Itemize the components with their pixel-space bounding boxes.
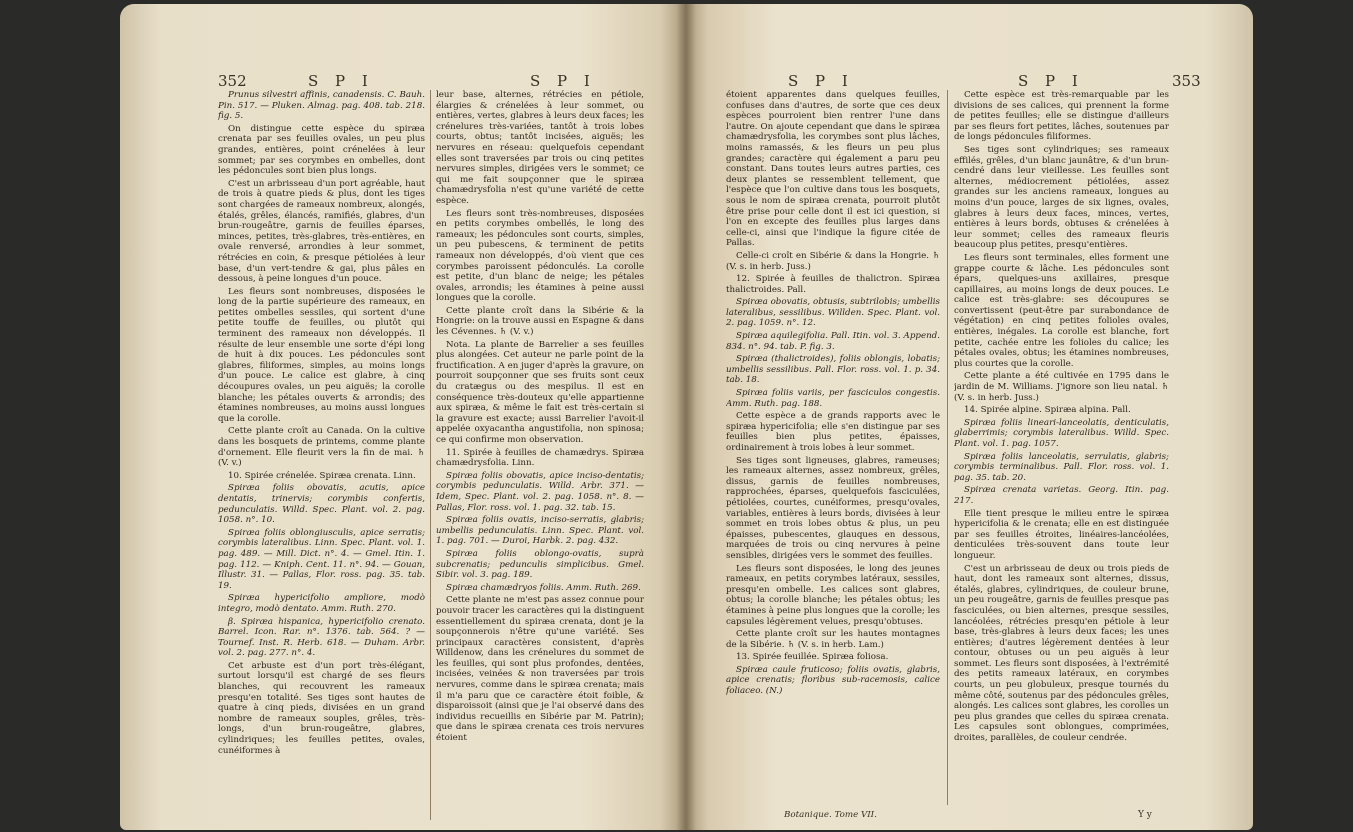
left-page: [120, 4, 686, 830]
paragraph: Celle-ci croît en Sibérie & dans la Hongrie. ♄ (V. s. in herb. Juss.): [726, 250, 940, 272]
synonym-entry: β. Spiræa hispanica, hypericifolio crenato. Barrel. Icon. Rar. n°. 1376. tab. 564. ? — Tournef. Inst. R. Herb. 618. — Duham. Arbr. vol. 2. pag. 277. n°. 4.: [218, 616, 425, 659]
paragraph: Elle tient presque le milieu entre le spiræa hypericifolia & le crenata; elle en est distinguée par ses feuilles étroites, linéaires-lancéolées, denticulées très-souvent dans toute leur longueur.: [954, 508, 1169, 561]
right-header-center: S P I: [788, 72, 854, 90]
synonym-entry: Spiræa foliis lineari-lanceolatis, denticulatis, glaberrimis; corymbis lateralibus. Willd. Spec. Plant. vol. 1. pag. 1057.: [954, 417, 1169, 449]
right-column-1: [726, 90, 940, 805]
page-footer: Botanique. Tome VII.: [784, 810, 877, 820]
synonym-entry: Spiræa foliis variis, per fasciculos congestis. Amm. Ruth. pag. 188.: [726, 388, 940, 409]
left-header-right: S P I: [530, 72, 596, 90]
open-book: [120, 4, 1253, 830]
synonym-entry: Spiræa foliis oblongo-ovatis, suprà subcrenatis; pedunculis simplicibus. Gmel. Sibir. vol. 3. pag. 189.: [436, 548, 644, 581]
paragraph: Les fleurs sont très-nombreuses, disposées en petits corymbes ombellés, le long des rameaux; les pédoncules sont courts, simples, un peu pubescens, & terminent de petits rameaux non développés, d'où vient que ces corymbes paroissent pédonculés. La corolle est petite, d'un blanc de neige; les pétales ovales, arrondis; les étamines à peine aussi longues que la corolle.: [436, 208, 644, 304]
paragraph: C'est un arbrisseau d'un port agréable, haut de trois à quatre pieds & plus, dont les tiges sont chargées de rameaux nombreux, alongés, étalés, grêles, élancés, ramifiés, glabres, d'un brun-rougeâtre, garnis de feuilles éparses, minces, petites, très-glabres, très-entières, en ovale renversé, arrondies à leur sommet, rétrécies en coin, & presque pétiolées à leur base, d'un vert-tendre & gai, plus pâles en dessous, à peine longues d'un pouce.: [218, 178, 425, 285]
synonym-entry: Spiræa aquilegifolia. Pall. Itin. vol. 3. Append. 834. n°. 94. tab. P. fig. 3.: [726, 331, 940, 352]
species-heading: 13. Spirée feuillée. Spiræa foliosa.: [736, 652, 889, 663]
right-header-right: S P I: [1018, 72, 1084, 90]
synonym-entry: Spiræa (thalictroides), foliis oblongis, lobatis; umbellis sessilibus. Pall. Flor. ross. vol. 1. p. 34. tab. 18.: [726, 354, 940, 386]
synonym-entry: Spiræa foliis oblongiusculis, apice serratis; corymbis lateralibus. Linn. Spec. Plant. vol. 1. pag. 489. — Mill. Dict. n°. 4. — Gmel. Itin. 1. pag. 112. — Kniph. Cent. 11. n°. 94. — Gouan, Illustr. 31. — Pallas, Flor. ross. pag. 35. tab. 19.: [218, 527, 425, 591]
left-page-number: 352: [218, 72, 247, 90]
paragraph: C'est un arbrisseau de deux ou trois pieds de haut, dont les rameaux sont alternes, dissus, étalés, glabres, cylindriques, de couleur brune, un peu rougeâtre, garnis de feuilles presque pas fasciculées, ou bien alternes, presque sessiles, lancéolées, rétrécies presqu'en pétiole à leur base, très-glabres à leurs deux faces; les unes entières; d'autres légèrement dentées à leur contour, obtuses ou un peu aiguës à leur sommet. Les fleurs sont disposées, à l'extrémité des petits rameaux latéraux, en corymbes courts, un peu globuleux, presque tournés du même côté, soutenus par des pédoncules grêles, alongés. Les calices sont glabres, les corolles un peu plus grandes que celles du spiræa crenata. Les capsules sont oblongues, comprimées, droites, parallèles, de couleur cendrée.: [954, 563, 1169, 744]
species-heading: 14. Spirée alpine. Spiræa alpina. Pall.: [964, 405, 1131, 416]
left-header-center: S P I: [308, 72, 374, 90]
paragraph: leur base, alternes, rétrécies en pétiole, élargies & crénelées à leur sommet, ou entières, vertes, glabres à leurs deux faces; les crénelures très-variées, tantôt à trois lobes courts, obtus; tantôt incisées, aiguës; les nervures en réseau: quelquefois cependant elles sont traversées par trois ou cinq petites nervures simples, dirigées vers le sommet; ce qui me fait soupçonner que le spiræa chamædrysfolia n'est qu'une variété de cette espèce.: [436, 90, 644, 206]
paragraph: Ses tiges sont cylindriques; ses rameaux effilés, grêles, d'un blanc jaunâtre, & d'un brun-cendré dans leur vieillesse. Les feuilles sont alternes, médiocrement pétiolées, assez grandes sur les anciens rameaux, longues au moins d'un pouce, larges de six lignes, ovales, glabres à leurs deux faces, minces, vertes, entières à leurs bords, obtuses & crénelées à leur sommet; celles des rameaux fleuris beaucoup plus petites, presqu'entières.: [954, 144, 1169, 251]
species-heading: 10. Spirée crénelée. Spiræa crenata. Linn.: [228, 470, 416, 481]
synonym-entry: Spiræa foliis ovatis, inciso-serratis, glabris; umbellis pedunculatis. Linn. Spec. Plant. vol. 1. pag. 701. — Duroi, Harbk. 2. pag. 432.: [436, 515, 644, 547]
paragraph: On distingue cette espèce du spiræa crenata par ses feuilles ovales, un peu plus grandes, entières, point crénelées à leur sommet; par ses corymbes en ombelles, dont les pédoncules sont bien plus longs.: [218, 123, 425, 177]
synonym-entry: Spiræa chamædryos foliis. Amm. Ruth. 269.: [446, 582, 641, 593]
paragraph: Cette plante croît dans la Sibérie & la Hongrie: on la trouve aussi en Espagne & dans les Cévennes. ♄ (V. v.): [436, 305, 644, 338]
paragraph: Cette plante a été cultivée en 1795 dans le jardin de M. Williams. J'ignore son lieu natal. ♄ (V. s. in herb. Juss.): [954, 371, 1169, 403]
synonym-entry: Prunus silvestri affinis, canadensis. C. Bauh. Pin. 517. — Pluken. Almag. pag. 408. tab. 218. fig. 5.: [218, 90, 425, 122]
paragraph: Cette espèce a de grands rapports avec le spiræa hypericifolia; elle s'en distingue par ses feuilles bien plus petites, épaisses, ordinairement à trois lobes à leur sommet.: [726, 411, 940, 453]
paragraph: Cette plante croît sur les hautes montagnes de la Sibérie. ♄ (V. s. in herb. Lam.): [726, 629, 940, 650]
synonym-entry: Spiræa foliis obovatis, acutis, apice dentatis, trinervis; corymbis confertis, pedunculatis. Willd. Spec. Plant. vol. 2. pag. 1058. n°. 10.: [218, 483, 425, 526]
paragraph: Cet arbuste est d'un port très-élégant, surtout lorsqu'il est chargé de ses fleurs blanches, qui recouvrent les rameaux presqu'en totalité. Ses tiges sont hautes de quatre à cinq pieds, divisées en un grand nombre de rameaux souples, grêles, très-longs, d'un brun-rougeâtre, glabres, cylindriques; les feuilles petites, ovales, cunéiformes à: [218, 660, 425, 756]
paragraph: Cette plante croît au Canada. On la cultive dans les bosquets de printems, comme plante d'ornement. Elle fleurit vers la fin de mai. ♄ (V. v.): [218, 426, 425, 469]
right-page: [686, 4, 1253, 830]
paragraph: Nota. La plante de Barrelier a ses feuilles plus alongées. Cet auteur ne parle point de la fructification. A en juger d'après la gravure, on pourroit soupçonner que ses fruits sont ceux du cratægus ou des mespilus. Il est en conséquence très-douteux qu'elle appartienne aux spiræa, & même le fait est très-certain si la gravure est exacte; aussi Barrelier l'avoit-il appelée oxyacantha angustifolia, non spinosa; ce qui confirme mon observation.: [436, 339, 644, 445]
right-column-2: [954, 90, 1169, 820]
book-gutter: [676, 4, 696, 830]
paragraph: Les fleurs sont terminales, elles forment une grappe courte & lâche. Les pédoncules sont épars, quelques-uns axillaires, presque capillaires, au moins longs de deux pouces. Le calice est très-glabre: ses découpures se convertissent (peut-être par surabondance de végétation) en cinq petites folioles ovales, entières, inégales. La corolle est blanche, fort petite, cachée entre les folioles du calice; les pétales ovales, obtus; les étamines nombreuses, plus courtes que la corolle.: [954, 252, 1169, 369]
synonym-entry: Spiræa caule fruticoso; foliis ovatis, glabris, apice crenatis; floribus sub-racemosis, calice foliaceo. (N.): [726, 664, 940, 697]
synonym-entry: Spiræa foliis obovatis, apice inciso-dentatis; corymbis pedunculatis. Willd. Arbr. 371. — Idem, Spec. Plant. vol. 2. pag. 1058. n°. 8. — Pallas, Flor. ross. vol. 1. pag. 32. tab. 15.: [436, 470, 644, 513]
paragraph: Ses tiges sont ligneuses, glabres, rameuses; les rameaux alternes, assez nombreux, grêles, dissus, garnis de feuilles nombreuses, rapprochées, éparses, quelquefois fasciculées, pétiolées, courtes, cunéiformes, presqu'ovales, variables, entières à leurs bords, divisées à leur sommet en trois lobes obtus & plus, un peu épaisses, pubescentes, glauques en dessous, marquées de trois ou cinq nervures à peine sensibles, dirigées vers le sommet des feuilles.: [726, 455, 940, 561]
right-page-number: 353: [1172, 72, 1201, 90]
paragraph: Les fleurs sont disposées, le long des jeunes rameaux, en petits corymbes latéraux, sessiles, presqu'en ombelle. Les calices sont glabres, obtus; la corolle blanche; les pétales obtus; les étamines à peine plus longues que la corolle; les capsules légèrement velues, presqu'obtuses.: [726, 563, 940, 627]
paragraph: étoient apparentes dans quelques feuilles, confuses dans d'autres, de sorte que ces deux espèces pourroient bien rentrer l'une dans l'autre. On ajoute cependant que dans le spiræa chamædrysfolia, les corymbes sont plus lâches, moins ramassés, & les fleurs un peu plus grandes; caractère qui également a paru peu constant. Dans toutes leurs autres parties, ces deux plantes se ressemblent tellement, que l'espèce que l'on cultive dans tous les bosquets, sous le nom de spiræa crenata, pourroit plutôt être prise pour celle dont il est ici question, si l'on en excepte des feuilles plus larges dans celle-ci, ainsi que l'indique la figure citée de Pallas.: [726, 90, 940, 249]
page-signature: Y y: [1138, 810, 1152, 820]
synonym-entry: Spiræa obovatis, obtusis, subtrilobis; umbellis lateralibus, sessilibus. Willden. Spec. Plant. vol. 2. pag. 1059. n°. 12.: [726, 297, 940, 329]
synonym-entry: Spiræa hypericifolio ampliore, modò integro, modò dentato. Amm. Ruth. 270.: [218, 593, 425, 614]
paragraph: Cette plante ne m'est pas assez connue pour pouvoir tracer les caractères qui la distinguent essentiellement du spiræa crenata, dont je la soupçonnerois n'être qu'une variété. Ses principaux caractères consistent, d'après Willdenow, dans les crénelures du sommet de les feuilles, qui sont plus profondes, dentées, incisées, veinées & non traversées par trois nervures, comme dans le spiræa crenata; mais il m'a paru que ce caractère étoit foible, & disparoissoit (ainsi que je l'ai observé dans des individus recueillis en Sibérie par M. Patrin); que dans le spiræa crenata ces trois nervures étoient: [436, 595, 644, 744]
right-column-rule: [947, 90, 948, 805]
species-heading: 12. Spirée à feuilles de thalictron. Spiræa thalictroides. Pall.: [726, 274, 940, 295]
paragraph: Les fleurs sont nombreuses, disposées le long de la partie supérieure des rameaux, en petites ombelles sessiles, qui sortent d'une petite touffe de feuilles, ou plutôt qui terminent des rameaux non développés. Il résulte de leur ensemble une sorte d'épi long de huit à dix pouces. Les pédoncules sont glabres, filiformes, simples, au moins longs d'un pouce. Le calice est glabre, à cinq découpures ovales, un peu aiguës; la corolle blanche; les pétales ouverts & arrondis; des étamines nombreuses, au moins aussi longues que la corolle.: [218, 286, 425, 424]
left-column-rule: [430, 90, 431, 820]
synonym-entry: Spiræa foliis lanceolatis, serrulatis, glabris; corymbis terminalibus. Pall. Flor. ross. vol. 1. pag. 35. tab. 20.: [954, 451, 1169, 483]
synonym-entry: Spiræa crenata varietas. Georg. Itin. pag. 217.: [954, 485, 1169, 506]
left-column-2: [436, 90, 644, 820]
species-heading: 11. Spirée à feuilles de chamædrys. Spiræa chamædrysfolia. Linn.: [436, 447, 644, 469]
paragraph: Cette espèce est très-remarquable par les divisions de ses calices, qui prennent la forme de petites feuilles; elle se distingue d'ailleurs par ses fleurs fort petites, lâches, soutenues par de longs pédoncules filiformes.: [954, 90, 1169, 143]
left-column-1: [218, 90, 425, 820]
